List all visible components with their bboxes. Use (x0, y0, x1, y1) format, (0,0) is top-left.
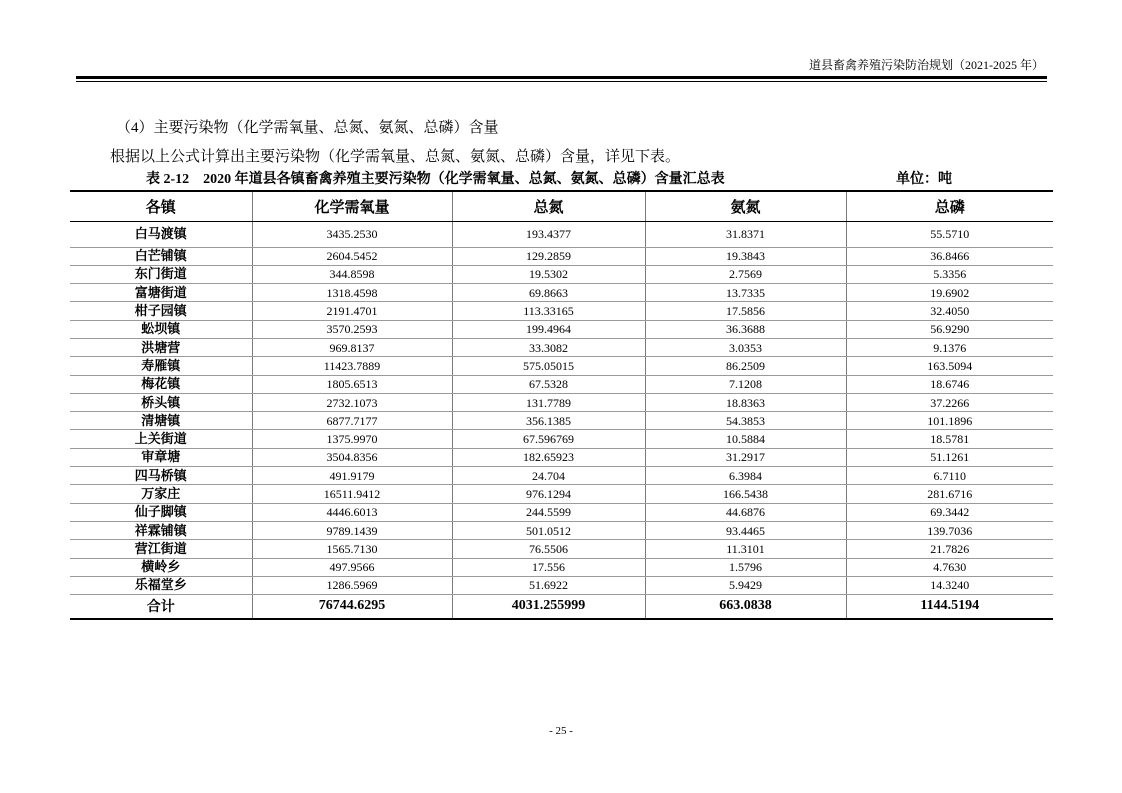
cod-cell: 1805.6513 (252, 375, 452, 393)
total-phosphorus-cell: 9.1376 (846, 338, 1053, 356)
total-phosphorus-cell: 139.7036 (846, 521, 1053, 539)
pollutant-table (70, 190, 1053, 620)
cod-cell: 9789.1439 (252, 521, 452, 539)
ammonia-nitrogen-cell: 93.4465 (645, 521, 846, 539)
total-nitrogen-cell: 17.556 (452, 558, 645, 576)
cod-cell: 497.9566 (252, 558, 452, 576)
table-row (70, 485, 1053, 503)
cod-cell: 2191.4701 (252, 302, 452, 320)
total-nitrogen-cell: 24.704 (452, 467, 645, 485)
ammonia-nitrogen-cell: 5.9429 (645, 576, 846, 594)
cod-cell: 4446.6013 (252, 503, 452, 521)
cod-cell: 344.8598 (252, 265, 452, 283)
town-name-cell: 蚣坝镇 (70, 320, 252, 338)
total-phosphorus-cell: 36.8466 (846, 247, 1053, 265)
town-name-cell: 富塘街道 (70, 284, 252, 302)
table-row (70, 412, 1053, 430)
table-row (70, 302, 1053, 320)
cod-cell: 16511.9412 (252, 485, 452, 503)
total-phosphorus-cell: 18.6746 (846, 375, 1053, 393)
total-phosphorus-cell: 5.3356 (846, 265, 1053, 283)
total-phosphorus-cell: 21.7826 (846, 540, 1053, 558)
total-nitrogen-cell: 976.1294 (452, 485, 645, 503)
town-name-cell: 营江街道 (70, 540, 252, 558)
total-nitrogen-cell: 113.33165 (452, 302, 645, 320)
ammonia-nitrogen-cell: 166.5438 (645, 485, 846, 503)
total-ammonia-nitrogen: 663.0838 (645, 595, 846, 619)
cod-cell: 3570.2593 (252, 320, 452, 338)
ammonia-nitrogen-cell: 17.5856 (645, 302, 846, 320)
town-name-cell: 柑子园镇 (70, 302, 252, 320)
cod-cell: 491.9179 (252, 467, 452, 485)
ammonia-nitrogen-cell: 18.8363 (645, 393, 846, 411)
column-header-ammonia-nitrogen: 氨氮 (645, 191, 846, 221)
header-rule-thin (76, 81, 1047, 82)
ammonia-nitrogen-cell: 13.7335 (645, 284, 846, 302)
table-row (70, 338, 1053, 356)
ammonia-nitrogen-cell: 54.3853 (645, 412, 846, 430)
town-name-cell: 清塘镇 (70, 412, 252, 430)
ammonia-nitrogen-cell: 19.3843 (645, 247, 846, 265)
total-nitrogen-cell: 501.0512 (452, 521, 645, 539)
total-phosphorus-cell: 4.7630 (846, 558, 1053, 576)
total-phosphorus-cell: 69.3442 (846, 503, 1053, 521)
total-nitrogen-cell: 69.8663 (452, 284, 645, 302)
table-caption-title: 表 2-12 2020 年道县各镇畜禽养殖主要污染物（化学需氧量、总氮、氨氮、总磷）含量汇总表 (146, 172, 725, 187)
column-header-total-nitrogen: 总氮 (452, 191, 645, 221)
cod-cell: 1565.7130 (252, 540, 452, 558)
page-number: - 25 - (549, 725, 573, 737)
town-name-cell: 桥头镇 (70, 393, 252, 411)
total-nitrogen-cell: 51.6922 (452, 576, 645, 594)
town-name-cell: 梅花镇 (70, 375, 252, 393)
table-row (70, 284, 1053, 302)
ammonia-nitrogen-cell: 6.3984 (645, 467, 846, 485)
cod-cell: 969.8137 (252, 338, 452, 356)
table-total-row (70, 595, 1053, 619)
total-nitrogen-cell: 193.4377 (452, 221, 645, 247)
town-name-cell: 上关街道 (70, 430, 252, 448)
table-body (70, 221, 1053, 595)
column-header-total-phosphorus: 总磷 (846, 191, 1053, 221)
cod-cell: 6877.7177 (252, 412, 452, 430)
total-phosphorus-cell: 14.3240 (846, 576, 1053, 594)
table-row (70, 393, 1053, 411)
total-phosphorus-cell: 6.7110 (846, 467, 1053, 485)
cod-cell: 3435.2530 (252, 221, 452, 247)
town-name-cell: 仙子脚镇 (70, 503, 252, 521)
table-row (70, 375, 1053, 393)
total-nitrogen-cell: 131.7789 (452, 393, 645, 411)
total-nitrogen-cell: 76.5506 (452, 540, 645, 558)
total-phosphorus-cell: 51.1261 (846, 448, 1053, 466)
table-row (70, 576, 1053, 594)
table-row (70, 430, 1053, 448)
ammonia-nitrogen-cell: 31.2917 (645, 448, 846, 466)
table-row (70, 467, 1053, 485)
cod-cell: 2604.5452 (252, 247, 452, 265)
table-row (70, 320, 1053, 338)
cod-cell: 1375.9970 (252, 430, 452, 448)
header-rule-thick (76, 76, 1047, 79)
ammonia-nitrogen-cell: 36.3688 (645, 320, 846, 338)
cod-cell: 11423.7889 (252, 357, 452, 375)
cod-cell: 2732.1073 (252, 393, 452, 411)
column-header-town: 各镇 (70, 191, 252, 221)
cod-cell: 3504.8356 (252, 448, 452, 466)
total-total-nitrogen: 4031.255999 (452, 595, 645, 619)
table-row (70, 357, 1053, 375)
table-row (70, 540, 1053, 558)
town-name-cell: 白芒铺镇 (70, 247, 252, 265)
total-nitrogen-cell: 33.3082 (452, 338, 645, 356)
page-header-title: 道县畜禽养殖污染防治规划（2021-2025 年） (809, 58, 1044, 72)
town-name-cell: 白马渡镇 (70, 221, 252, 247)
town-name-cell: 洪塘营 (70, 338, 252, 356)
table-row (70, 247, 1053, 265)
town-name-cell: 东门街道 (70, 265, 252, 283)
ammonia-nitrogen-cell: 7.1208 (645, 375, 846, 393)
ammonia-nitrogen-cell: 3.0353 (645, 338, 846, 356)
total-label: 合计 (70, 595, 252, 619)
table-row (70, 521, 1053, 539)
total-total-phosphorus: 1144.5194 (846, 595, 1053, 619)
town-name-cell: 祥霖铺镇 (70, 521, 252, 539)
total-phosphorus-cell: 163.5094 (846, 357, 1053, 375)
total-phosphorus-cell: 55.5710 (846, 221, 1053, 247)
town-name-cell: 审章塘 (70, 448, 252, 466)
ammonia-nitrogen-cell: 10.5884 (645, 430, 846, 448)
table-caption (70, 170, 1053, 190)
table-row (70, 265, 1053, 283)
town-name-cell: 横岭乡 (70, 558, 252, 576)
body-paragraph: 根据以上公式计算出主要污染物（化学需氧量、总氮、氨氮、总磷）含量，详见下表。 (110, 149, 681, 165)
table-row (70, 503, 1053, 521)
table-unit-label: 单位：吨 (896, 172, 952, 187)
total-cod: 76744.6295 (252, 595, 452, 619)
town-name-cell: 四马桥镇 (70, 467, 252, 485)
total-nitrogen-cell: 575.05015 (452, 357, 645, 375)
table-row (70, 448, 1053, 466)
total-nitrogen-cell: 67.596769 (452, 430, 645, 448)
total-nitrogen-cell: 19.5302 (452, 265, 645, 283)
column-header-cod: 化学需氧量 (252, 191, 452, 221)
table-row (70, 558, 1053, 576)
total-phosphorus-cell: 19.6902 (846, 284, 1053, 302)
ammonia-nitrogen-cell: 86.2509 (645, 357, 846, 375)
town-name-cell: 万家庄 (70, 485, 252, 503)
section-heading: （4）主要污染物（化学需氧量、总氮、氨氮、总磷）含量 (116, 120, 499, 136)
total-phosphorus-cell: 32.4050 (846, 302, 1053, 320)
town-name-cell: 乐福堂乡 (70, 576, 252, 594)
total-nitrogen-cell: 67.5328 (452, 375, 645, 393)
total-nitrogen-cell: 182.65923 (452, 448, 645, 466)
ammonia-nitrogen-cell: 11.3101 (645, 540, 846, 558)
town-name-cell: 寿雁镇 (70, 357, 252, 375)
cod-cell: 1318.4598 (252, 284, 452, 302)
ammonia-nitrogen-cell: 31.8371 (645, 221, 846, 247)
total-phosphorus-cell: 281.6716 (846, 485, 1053, 503)
cod-cell: 1286.5969 (252, 576, 452, 594)
total-phosphorus-cell: 101.1896 (846, 412, 1053, 430)
ammonia-nitrogen-cell: 2.7569 (645, 265, 846, 283)
ammonia-nitrogen-cell: 44.6876 (645, 503, 846, 521)
total-phosphorus-cell: 37.2266 (846, 393, 1053, 411)
table-row (70, 221, 1053, 247)
total-phosphorus-cell: 56.9290 (846, 320, 1053, 338)
table-header-row (70, 191, 1053, 221)
total-nitrogen-cell: 356.1385 (452, 412, 645, 430)
total-nitrogen-cell: 199.4964 (452, 320, 645, 338)
total-nitrogen-cell: 244.5599 (452, 503, 645, 521)
ammonia-nitrogen-cell: 1.5796 (645, 558, 846, 576)
total-phosphorus-cell: 18.5781 (846, 430, 1053, 448)
total-nitrogen-cell: 129.2859 (452, 247, 645, 265)
